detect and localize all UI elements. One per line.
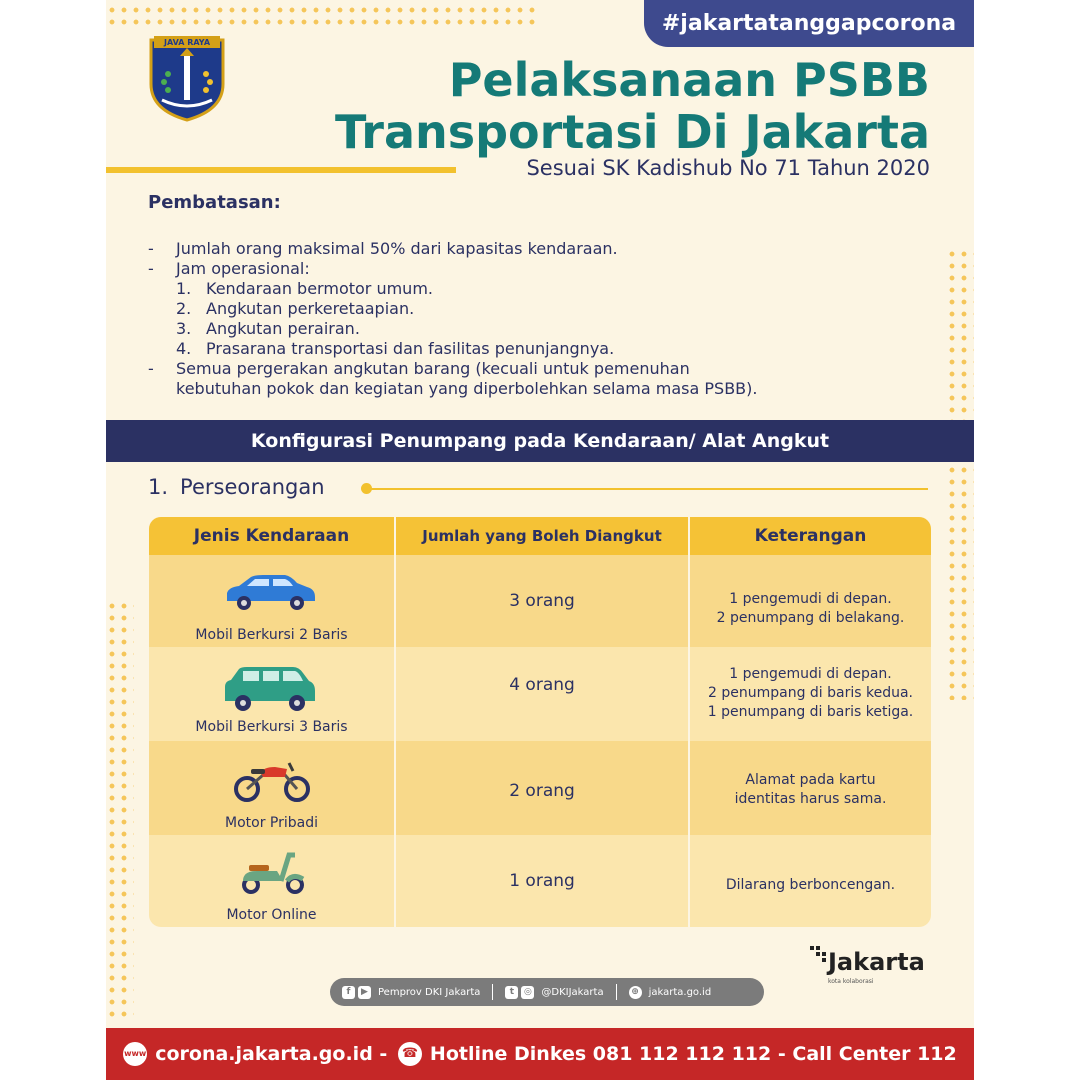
restrictions-heading: Pembatasan: (148, 192, 281, 213)
table-row (149, 741, 931, 835)
section-heading (148, 475, 325, 499)
restriction-subitem: 1. Kendaraan bermotor umum. (176, 279, 433, 298)
table-header-cell: Jenis Kendaraan (193, 526, 350, 546)
vehicle-name: Mobil Berkursi 2 Baris (195, 627, 348, 643)
passenger-count: 2 orang (509, 781, 575, 801)
table-header-cell: Keterangan (754, 526, 867, 546)
dot-pattern-left (106, 600, 134, 1020)
section-divider-dot (361, 483, 372, 494)
social-twitter-instagram[interactable]: @DKIJakarta (541, 986, 604, 998)
jakarta-brand-tagline: kota kolaborasi (828, 978, 874, 985)
vehicle-note: Alamat pada kartu identitas harus sama. (734, 772, 887, 807)
footer-separator: - (372, 1043, 394, 1065)
passenger-count: 1 orang (509, 871, 575, 891)
restriction-subitem: 3. Angkutan perairan. (176, 319, 360, 338)
section-divider (368, 488, 928, 490)
vehicle-name: Mobil Berkursi 3 Baris (195, 719, 348, 735)
footer-call-center: Call Center 112 (792, 1043, 957, 1065)
section-title: Perseorangan (180, 475, 325, 499)
vehicle-name: Motor Online (226, 907, 317, 923)
motorcycle-icon (233, 759, 313, 807)
dot-pattern-top (106, 4, 536, 26)
title-accent-bar (106, 167, 456, 173)
dki-jakarta-coat-of-arms-icon (148, 34, 226, 122)
title-line-1: Pelaksanaan PSBB (448, 53, 930, 107)
social-bar (330, 978, 764, 1006)
minivan-car-icon (219, 665, 319, 717)
footer-separator: - (771, 1043, 793, 1065)
restriction-item-continued: kebutuhan pokok dan kegiatan yang diperbolehkan selama masa PSBB). (176, 379, 758, 398)
facebook-icon: f (342, 986, 355, 999)
vehicle-note: 1 pengemudi di depan. 2 penumpang di baris kedua. 1 penumpang di baris ketiga. (707, 666, 914, 720)
social-separator (492, 984, 493, 1000)
restriction-item: - Jam operasional: (148, 259, 310, 278)
social-separator (616, 984, 617, 1000)
instagram-icon: ◎ (521, 986, 534, 999)
section-band: Konfigurasi Penumpang pada Kendaraan/ Alat Angkut (106, 420, 974, 462)
table-row (149, 647, 931, 741)
phone-icon: ☎ (398, 1042, 422, 1066)
youtube-icon: ▶ (358, 986, 371, 999)
table-row (149, 555, 931, 647)
section-number: 1. (148, 475, 169, 499)
jakarta-brand-name: Jakarta (828, 948, 925, 976)
www-icon: www (123, 1042, 147, 1066)
twitter-icon: t (505, 986, 518, 999)
footer-website[interactable]: corona.jakarta.go.id (155, 1043, 373, 1065)
social-facebook-youtube[interactable]: Pemprov DKI Jakarta (378, 986, 481, 998)
vehicle-note: Dilarang berboncengan. (725, 877, 896, 893)
scooter-icon (237, 851, 309, 899)
footer-hotline: Hotline Dinkes 081 112 112 112 (429, 1043, 772, 1065)
social-website[interactable]: jakarta.go.id (648, 986, 712, 998)
restriction-item: - Jumlah orang maksimal 50% dari kapasitas kendaraan. (148, 239, 618, 258)
restriction-item: - Semua pergerakan angkutan barang (kecuali untuk pemenuhan (148, 359, 690, 378)
passenger-count: 3 orang (509, 591, 575, 611)
restriction-subitem: 4. Prasarana transportasi dan fasilitas penunjangnya. (176, 339, 615, 358)
restriction-subitem: 2. Angkutan perkeretaapian. (176, 299, 415, 318)
vehicle-table (149, 517, 931, 927)
jakarta-dots-icon (810, 946, 826, 972)
vehicle-name: Motor Pribadi (225, 815, 318, 831)
svg-text:JAVA RAYA: JAVA RAYA (163, 38, 211, 47)
sedan-car-icon (219, 573, 319, 617)
page-subtitle: Sesuai SK Kadishub No 71 Tahun 2020 (526, 156, 930, 180)
table-header (149, 517, 931, 555)
hashtag-banner: #jakartatanggapcorona (644, 0, 974, 47)
footer-bar (106, 1028, 974, 1080)
jakarta-brand-logo (810, 942, 925, 988)
page-title (335, 54, 930, 158)
dot-pattern-right (946, 248, 974, 700)
table-header-cell: Jumlah yang Boleh Diangkut (422, 527, 662, 545)
vehicle-note: 1 pengemudi di depan. 2 penumpang di belakang. (716, 591, 905, 626)
passenger-count: 4 orang (509, 675, 575, 695)
poster (106, 0, 974, 1080)
title-line-2: Transportasi Di Jakarta (334, 105, 930, 159)
table-row (149, 835, 931, 927)
globe-icon: ⊕ (629, 986, 642, 999)
restrictions-section (148, 192, 948, 399)
